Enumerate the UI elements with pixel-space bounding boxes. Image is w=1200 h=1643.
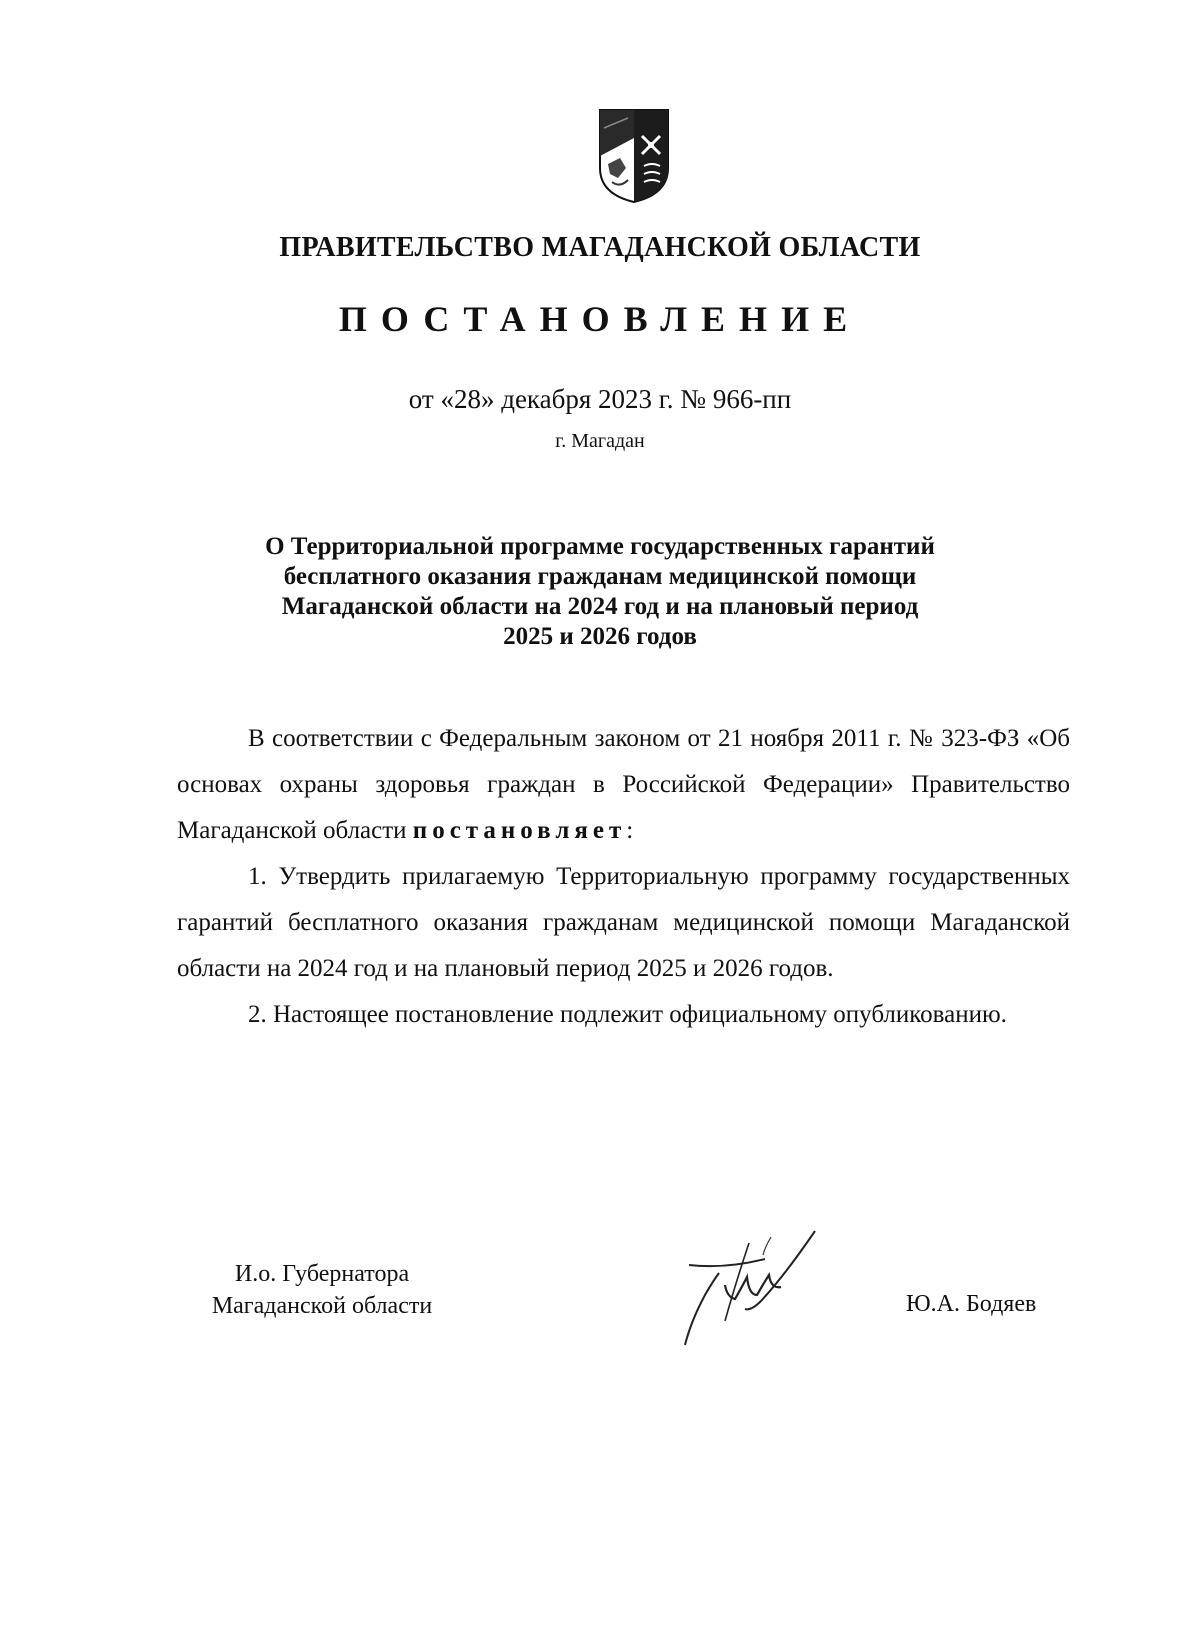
subject-line: О Территориальной программе государственных гарантий	[265, 533, 935, 560]
document-body	[177, 716, 1070, 1038]
signer-position	[177, 1258, 467, 1322]
signer-name: Ю.А. Бодяев	[906, 1291, 1037, 1317]
document-city: г. Магадан	[555, 430, 645, 452]
subject-line: 2025 и 2026 годов	[503, 623, 697, 650]
signature-icon	[665, 1225, 835, 1355]
document-subject	[200, 532, 1000, 652]
subject-line: бесплатного оказания гражданам медицинской помощи	[283, 563, 917, 590]
preamble-action: постановляет	[412, 817, 627, 844]
document-date-number: от «28» декабря 2023 г. № 966-пп	[408, 384, 792, 414]
coat-of-arms-icon	[598, 108, 670, 204]
signer-position-line: И.о. Губернатора	[234, 1261, 410, 1287]
preamble-end: :	[626, 817, 634, 844]
item-2-paragraph: 2. Настоящее постановление подлежит официальному опубликованию.	[248, 1001, 1007, 1028]
organization-title: ПРАВИТЕЛЬСТВО МАГАДАНСКОЙ ОБЛАСТИ	[279, 232, 921, 263]
document-type-heading: ПОСТАНОВЛЕНИЕ	[338, 299, 862, 339]
preamble-paragraph	[177, 716, 1070, 854]
preamble-text: В соответствии с Федеральным законом от 21 ноября 2011 г. № 323-ФЗ «Об основах охраны здоровья граждан в Российской Федерации» Правительство Магаданской области	[177, 725, 1070, 844]
item-1-paragraph: 1. Утвердить прилагаемую Территориальную программу государственных гарантий бесплатного оказания гражданам медицинской помощи Магаданской области на 2024 год и на плановый период 2025 и 2026 годов.	[177, 863, 1070, 982]
signer-position-line: Магаданской области	[211, 1293, 433, 1319]
subject-line: Магаданской области на 2024 год и на плановый период	[281, 593, 919, 620]
